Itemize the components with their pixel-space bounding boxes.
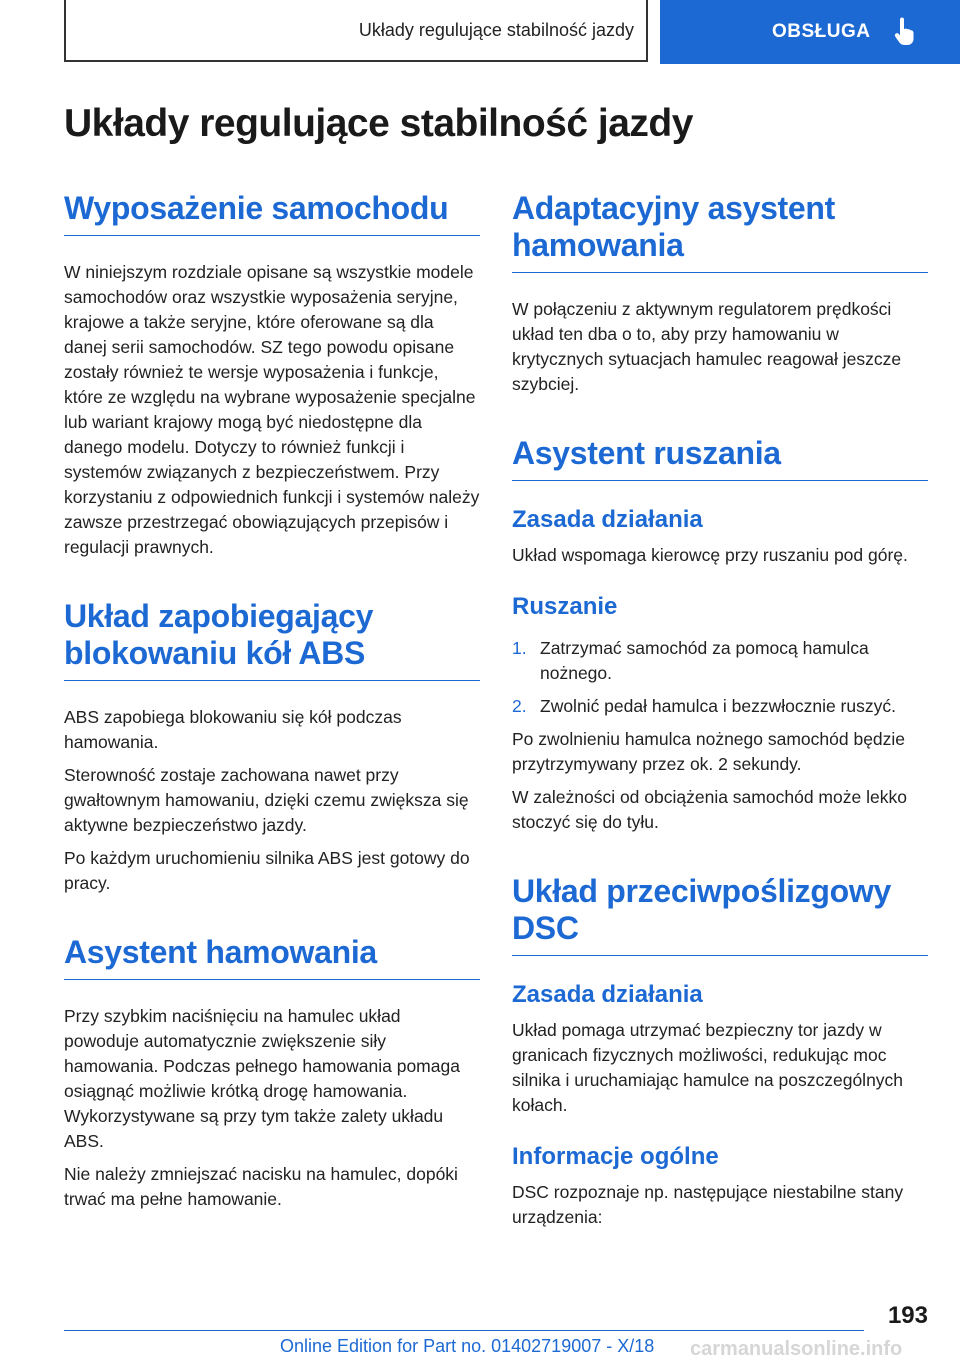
- abs-paragraph-3: Po każdym uruchomieniu silnika ABS jest gotowy do pracy.: [64, 848, 470, 893]
- chapter-tab: [660, 0, 960, 64]
- right-column: [512, 190, 928, 1230]
- list-item: [512, 636, 928, 686]
- list-item: [512, 694, 928, 719]
- adaptive-brake-assist-paragraph: W połączeniu z aktywnym regulatorem prędkości układ ten dba o to, aby przy hamowaniu w krytycznych sytuacjach hamulec reagował jeszcze szybciej.: [512, 299, 902, 394]
- abs-paragraph-2: Sterowność zostaje zachowana nawet przy gwałtownym hamowaniu, dzięki czemu zwiększa się aktywne bezpieczeństwo jazdy.: [64, 765, 469, 835]
- running-header-title: Układy regulujące stabilność jazdy: [358, 19, 634, 40]
- hill-start-paragraph-2: Po zwolnieniu hamulca nożnego samochód będzie przytrzymywany przez ok. 2 sekundy.: [512, 729, 906, 774]
- starting-steps-list: [512, 636, 928, 719]
- section-heading-equipment: Wyposażenie samochodu: [64, 190, 480, 236]
- watermark: carmanualsonline.info: [690, 1338, 903, 1360]
- subheading-general-info: Informacje ogólne: [512, 1143, 719, 1170]
- page-title: Układy regulujące stabilność jazdy: [64, 102, 693, 145]
- chapter-tab-label: OBSŁUGA: [772, 21, 871, 42]
- left-column: [64, 190, 480, 1212]
- equipment-paragraph: W niniejszym rozdziale opisane są wszystkie modele samochodów oraz wszystkie wyposażenia seryjne, krajowe a także seryjne, które oferowane są dla danej serii samochodów. SZ tego powodu opisane zostały również te wersje wyposażenia i funkcje, które ze względu na wybrane wyposażenie specjalne lub wariant krajowy mogą być niedostępne dla danego modelu. Dotyczy to również funkcji i systemów związanych z bezpieczeństwem. Przy korzystaniu z odpowiednich funkcji i systemów należy zawsze przestrzegać obowiązujących przepisów i regulacji prawnych.: [64, 262, 480, 557]
- section-heading-abs: Układ zapobiegający blokowaniu kół ABS: [64, 598, 480, 681]
- page-number: 193: [887, 1302, 928, 1329]
- subheading-principle-hill-start: Zasada działania: [512, 506, 703, 533]
- abs-paragraph-1: ABS zapobiega blokowaniu się kół podczas hamowania.: [64, 707, 402, 752]
- step-number: 1.: [512, 638, 527, 658]
- brake-assist-paragraph-1: Przy szybkim naciśnięciu na hamulec układ powoduje automatycznie zwiększenie siły hamowania. Podczas pełnego hamowania pomaga osiągnąć możliwie krótką drogę hamowania. Wykorzystywane są przy tym także zalety układu ABS.: [64, 1006, 460, 1151]
- brake-assist-paragraph-2: Nie należy zmniejszać nacisku na hamulec, dopóki trwać ma pełne hamowanie.: [64, 1164, 458, 1209]
- footer-divider: [64, 1330, 864, 1331]
- running-header: [64, 0, 648, 62]
- hand-pointer-icon: [893, 17, 917, 47]
- section-heading-adaptive-brake-assist: Adaptacyjny asystent hamowania: [512, 190, 928, 273]
- section-heading-brake-assist: Asystent hamowania: [64, 934, 480, 980]
- dsc-general-paragraph: DSC rozpoznaje np. następujące niestabilne stany urządzenia:: [512, 1182, 904, 1227]
- step-text: Zwolnić pedał hamulca i bezzwłocznie ruszyć.: [540, 696, 896, 716]
- section-heading-hill-start-assist: Asystent ruszania: [512, 435, 928, 481]
- dsc-principle-paragraph: Układ pomaga utrzymać bezpieczny tor jazdy w granicach fizycznych możliwości, redukując moc silnika i uruchamiając hamulce na poszczególnych kołach.: [512, 1020, 904, 1115]
- subheading-starting: Ruszanie: [512, 593, 618, 620]
- edition-note: Online Edition for Part no. 01402719007 - X/18: [280, 1336, 655, 1356]
- step-number: 2.: [512, 696, 527, 716]
- hill-start-principle-paragraph: Układ wspomaga kierowcę przy ruszaniu pod górę.: [512, 545, 908, 565]
- step-text: Zatrzymać samochód za pomocą hamulca nożnego.: [540, 638, 869, 683]
- subheading-principle-dsc: Zasada działania: [512, 981, 703, 1008]
- hill-start-paragraph-3: W zależności od obciążenia samochód może lekko stoczyć się do tyłu.: [512, 787, 907, 832]
- section-heading-dsc: Układ przeciwpoślizgowy DSC: [512, 873, 928, 956]
